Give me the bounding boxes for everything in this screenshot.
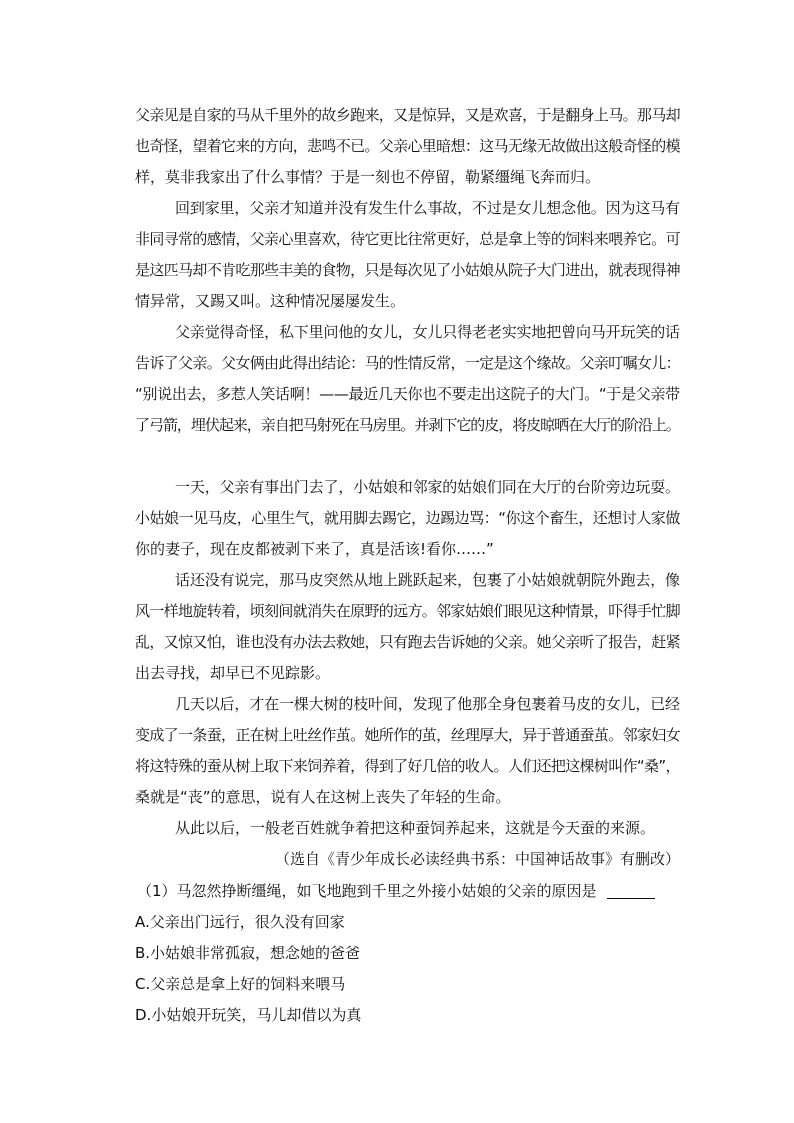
story-line: 小姑娘一见马皮，心里生气，就用脚去踢它，边踢边骂：“你这个畜生，还想讨人家做 [135,509,680,527]
source-citation: （选自《青少年成长必读经典书系：中国神话故事》有删改） [274,850,680,868]
story-line: 了弓箭，埋伏起来，亲自把马射死在马房里。并剥下它的皮，将皮晾晒在大厅的阶沿上。 [135,416,680,434]
story-line: 父亲觉得奇怪，私下里问他的女儿，女儿只得老老实实地把曾向马开玩笑的话 [175,323,680,341]
story-line: 样，莫非我家出了什么事情？于是一刻也不停留，勒紧缰绳飞奔而归。 [135,168,601,186]
story-line: 变成了一条蚕，正在树上吐丝作茧。她所作的茧，丝理厚大，异于普通蚕茧。邻家妇女 [135,726,680,744]
story-line: 乱，又惊又怕，谁也没有办法去救她，只有跑去告诉她的父亲。她父亲听了报告，赶紧 [135,633,680,651]
story-line: 几天以后，才在一棵大树的枝叶间，发现了他那全身包裹着马皮的女儿，已经 [175,695,680,713]
story-line: 桑就是“丧”的意思，说有人在这树上丧失了年轻的生命。 [135,788,511,806]
story-line: 情异常，又踢又叫。这种情况屡屡发生。 [135,292,406,310]
option-a[interactable]: A.父亲出门远行，很久没有回家 [135,913,345,931]
question-text: （1）马忽然挣断缰绳，如飞地跑到千里之外接小姑娘的父亲的原因是 [137,882,597,900]
option-c[interactable]: C.父亲总是拿上好的饲料来喂马 [135,975,346,993]
question-stem [137,880,655,902]
story-line: 风一样地旋转着，顷刻间就消失在原野的远方。邻家姑娘们眼见这种情景，吓得手忙脚 [135,602,680,620]
story-line: 是这匹马却不肯吃那些丰美的食物，只是每次见了小姑娘从院子大门进出，就表现得神 [135,261,680,279]
story-line: 非同寻常的感情，父亲心里喜欢，待它更比往常更好，总是拿上等的饲料来喂养它。可 [135,230,680,248]
option-d[interactable]: D.小姑娘开玩笑，马儿却借以为真 [135,1006,362,1024]
story-line: 回到家里，父亲才知道并没有发生什么事故，不过是女儿想念他。因为这马有 [175,199,680,217]
story-line: 告诉了父亲。父女俩由此得出结论：马的性情反常，一定是这个缘故。父亲叮嘱女儿： [135,354,680,372]
story-line: 话还没有说完，那马皮突然从地上跳跃起来，包裹了小姑娘就朝院外跑去，像 [175,571,680,589]
story-line: 你的妻子，现在皮都被剥下来了，真是活该!看你……” [135,540,494,558]
story-line: 将这特殊的蚕从树上取下来饲养着，得到了好几倍的收人。人们还把这棵树叫作“桑”， [135,757,680,775]
story-line: 从此以后，一般老百姓就争着把这种蚕饲养起来，这就是今天蚕的来源。 [175,819,656,837]
option-b[interactable]: B.小姑娘非常孤寂，想念她的爸爸 [135,944,361,962]
story-line: 也奇怪，望着它来的方向，悲鸣不已。父亲心里暗想：这马无缘无故做出这般奇怪的模 [135,137,680,155]
story-line: 父亲见是自家的马从千里外的故乡跑来，又是惊异，又是欢喜，于是翻身上马。那马却 [135,106,680,124]
story-line: 出去寻找，却早已不见踪影。 [135,664,331,682]
story-line: 一天，父亲有事出门去了，小姑娘和邻家的姑娘们同在大厅的台阶旁边玩耍。 [175,478,680,496]
story-line: “别说出去，多惹人笑话啊！——最近几天你也不要走出这院子的大门。“于是父亲带 [135,385,680,403]
answer-blank[interactable] [607,884,655,899]
